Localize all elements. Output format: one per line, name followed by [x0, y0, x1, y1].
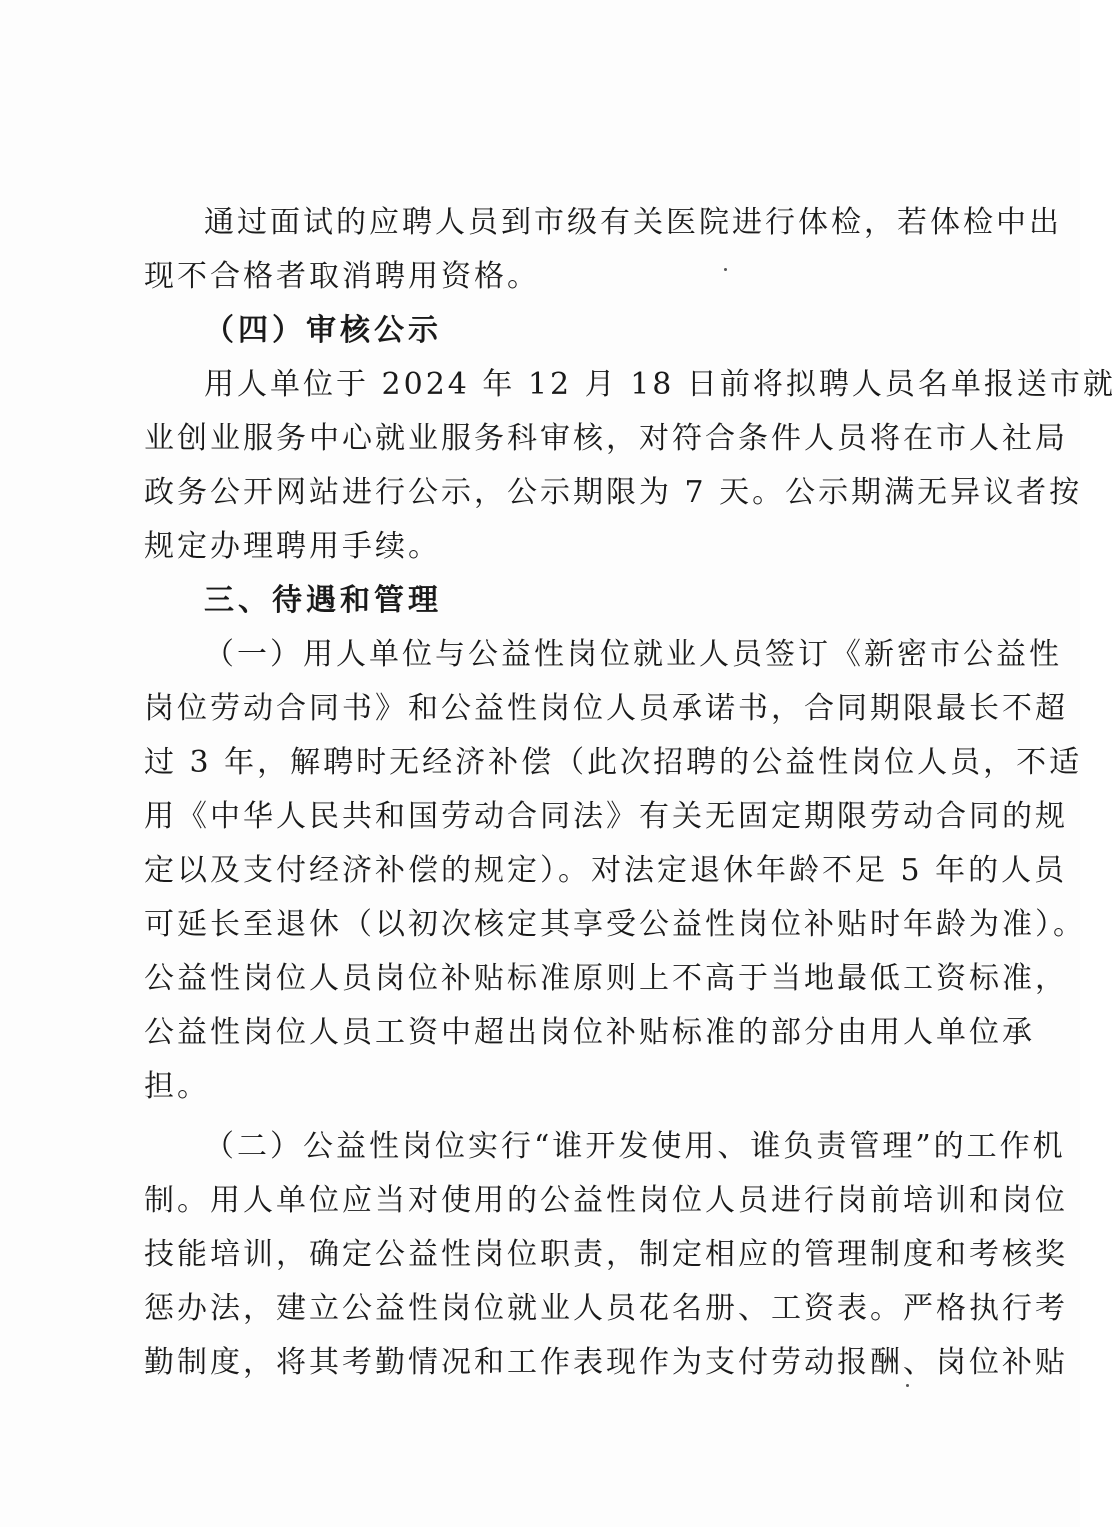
scan-speck — [724, 268, 727, 271]
text-line: 公益性岗位人员工资中超出岗位补贴标准的部分由用人单位承 — [144, 1015, 1035, 1050]
text-line: 制。用人单位应当对使用的公益性岗位人员进行岗前培训和岗位 — [144, 1183, 1068, 1218]
text-line: 担。 — [144, 1069, 210, 1104]
paragraph-review-publicity — [144, 358, 1116, 574]
text-line: 技能培训，确定公益性岗位职责，制定相应的管理制度和考核奖 — [144, 1237, 1068, 1272]
text-line: 岗位劳动合同书》和公益性岗位人员承诺书，合同期限最长不超 — [144, 691, 1068, 726]
text-line: 可延长至退休（以初次核定其享受公益性岗位补贴时年龄为准）。 — [144, 907, 1086, 942]
text-line: 通过面试的应聘人员到市级有关医院进行体检，若体检中出 — [204, 205, 1062, 240]
section-heading-treatment-management: 三、待遇和管理 — [204, 583, 442, 618]
paragraph-contract — [144, 628, 1086, 1114]
text-line: 现不合格者取消聘用资格。 — [144, 259, 540, 294]
text-line: 用人单位于 2024 年 12 月 18 日前将拟聘人员名单报送市就 — [204, 367, 1116, 402]
text-line: 业创业服务中心就业服务科审核，对符合条件人员将在市人社局 — [144, 421, 1068, 456]
text-line: 惩办法，建立公益性岗位就业人员花名册、工资表。严格执行考 — [144, 1291, 1068, 1326]
text-line: （二）公益性岗位实行“谁开发使用、谁负责管理”的工作机 — [204, 1129, 1066, 1164]
text-line: 政务公开网站进行公示，公示期限为 7 天。公示期满无异议者按 — [144, 475, 1083, 510]
text-line: 过 3 年，解聘时无经济补偿（此次招聘的公益性岗位人员，不适 — [144, 745, 1083, 780]
text-line: 定以及支付经济补偿的规定）。对法定退休年龄不足 5 年的人员 — [144, 853, 1068, 888]
text-line: 用《中华人民共和国劳动合同法》有关无固定期限劳动合同的规 — [144, 799, 1068, 834]
paragraph-management-mechanism — [144, 1120, 1068, 1390]
text-line: 公益性岗位人员岗位补贴标准原则上不高于当地最低工资标准， — [144, 961, 1068, 996]
text-line: （一）用人单位与公益性岗位就业人员签订《新密市公益性 — [204, 637, 1062, 672]
document-body — [144, 196, 1116, 1390]
text-line: 勤制度，将其考勤情况和工作表现作为支付劳动报酬、岗位补贴 — [144, 1345, 1068, 1380]
paragraph-medical-exam — [144, 196, 1062, 304]
scan-speck — [906, 1384, 909, 1387]
text-line: 规定办理聘用手续。 — [144, 529, 441, 564]
section-heading-review-publicity: （四）审核公示 — [204, 313, 442, 348]
